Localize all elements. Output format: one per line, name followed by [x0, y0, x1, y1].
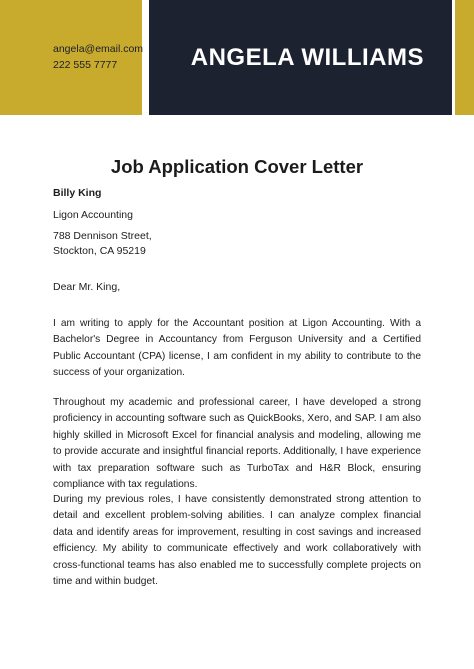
contact-panel	[0, 0, 142, 115]
body-paragraph-1: I am writing to apply for the Accountant position at Ligon Accounting. With a Bachelor's Degree in Accountancy from Ferguson University and a Certified Public Accountant (CPA) license, I am confident in my ability to contribute to the success of your organization.	[53, 318, 421, 379]
accent-strip	[455, 0, 474, 115]
name-banner	[149, 0, 452, 115]
recipient-block	[53, 186, 152, 259]
letter-title: Job Application Cover Letter	[110, 156, 364, 177]
recipient-address-line2: Stockton, CA 95219	[53, 245, 146, 257]
email-text: angela@email.com	[53, 43, 144, 55]
applicant-name: ANGELA WILLIAMS	[190, 44, 424, 71]
recipient-company: Ligon Accounting	[53, 209, 133, 221]
recipient-address-line1: 788 Dennison Street,	[53, 230, 152, 242]
body-paragraph-3: During my previous roles, I have consistently demonstrated strong attention to detail and excellent problem-solving abilities. I can analyze complex financial data and identify areas for improvement, resulting in cost savings and increased efficiency. My ability to communicate effectively and work collaboratively with cross-functional teams has also enabled me to successfully complete projects on time and within budget.	[53, 494, 421, 588]
salutation: Dear Mr. King,	[53, 281, 121, 293]
recipient-name: Billy King	[53, 187, 102, 199]
body-paragraph-2: Throughout my academic and professional career, I have developed a strong proficiency in accounting software such as QuickBooks, Xero, and SAP. I am also highly skilled in Microsoft Excel for financial analysis and modeling, allowing me to provide accurate and insightful financial reports. Additionally, I have experience with tax preparation software such as TurboTax and H&R Block, ensuring compliance with tax regulations.	[53, 397, 421, 491]
contact-info	[53, 41, 143, 73]
phone-text: 222 555 7777	[53, 59, 118, 71]
letterhead	[0, 0, 474, 115]
